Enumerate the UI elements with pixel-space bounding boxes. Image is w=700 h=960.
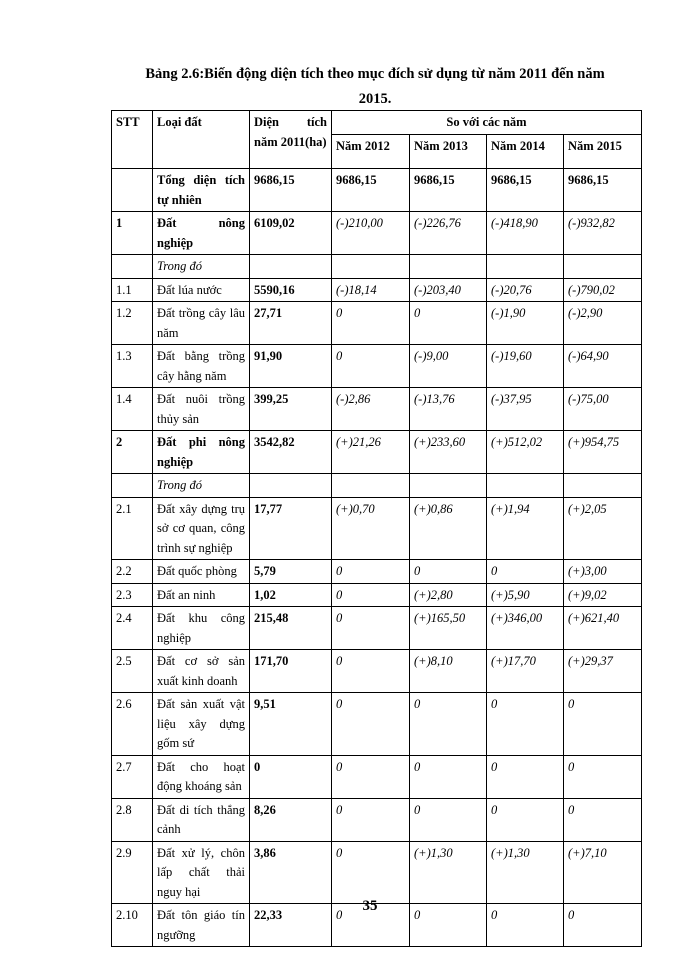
row-area-2011: 17,77: [250, 497, 332, 560]
header-land-type: Loại đất: [153, 111, 250, 169]
row-stt: 1: [112, 212, 153, 255]
row-change-2013: (-)9,00: [410, 345, 487, 388]
row-change-2012: 0: [332, 798, 410, 841]
row-change-2015: (-)790,02: [564, 278, 642, 302]
header-year-2014: Năm 2014: [487, 135, 564, 169]
row-land-type: Trong đó: [153, 255, 250, 279]
page-number: 35: [362, 898, 378, 914]
row-area-2011: 399,25: [250, 388, 332, 431]
row-land-type: Đất nông nghiệp: [153, 212, 250, 255]
row-land-type: Đất cơ sở sản xuất kinh doanh: [153, 650, 250, 693]
row-change-2014: (+)1,94: [487, 497, 564, 560]
row-change-2012: 0: [332, 755, 410, 798]
row-area-2011: 22,33: [250, 904, 332, 947]
row-change-2012: 0: [332, 560, 410, 584]
header-compare: So với các năm: [332, 111, 642, 135]
row-change-2013: 0: [410, 560, 487, 584]
row-change-2014: (+)17,70: [487, 650, 564, 693]
row-stt: 2.4: [112, 607, 153, 650]
row-land-type: Đất xử lý, chôn lấp chất thải nguy hại: [153, 841, 250, 904]
table-row: [112, 650, 642, 693]
row-area-2011: 6109,02: [250, 212, 332, 255]
row-stt: 2.6: [112, 693, 153, 756]
row-stt: [112, 474, 153, 498]
row-land-type: Đất bằng trồng cây hằng năm: [153, 345, 250, 388]
row-change-2014: (-)19,60: [487, 345, 564, 388]
row-area-2011: [250, 255, 332, 279]
land-use-table: [111, 110, 642, 947]
row-area-2011: 1,02: [250, 583, 332, 607]
table-row: [112, 693, 642, 756]
row-change-2014: (-)418,90: [487, 212, 564, 255]
row-change-2015: 0: [564, 693, 642, 756]
table-row: [112, 497, 642, 560]
row-change-2015: (+)621,40: [564, 607, 642, 650]
row-change-2013: (+)1,30: [410, 841, 487, 904]
row-change-2013: 0: [410, 904, 487, 947]
table-row: [112, 302, 642, 345]
table-row: [112, 560, 642, 584]
row-change-2012: [332, 255, 410, 279]
table-row: [112, 798, 642, 841]
row-land-type: Đất di tích thắng cảnh: [153, 798, 250, 841]
row-stt: 2.8: [112, 798, 153, 841]
row-change-2014: 0: [487, 904, 564, 947]
table-row: [112, 278, 642, 302]
row-change-2013: 0: [410, 302, 487, 345]
row-change-2015: (+)954,75: [564, 431, 642, 474]
row-change-2013: (+)0,86: [410, 497, 487, 560]
row-land-type: Trong đó: [153, 474, 250, 498]
row-stt: 1.4: [112, 388, 153, 431]
row-change-2013: (+)2,80: [410, 583, 487, 607]
row-change-2012: (+)0,70: [332, 497, 410, 560]
row-change-2012: (-)2,86: [332, 388, 410, 431]
row-land-type: Đất sản xuất vật liệu xây dựng gốm sứ: [153, 693, 250, 756]
row-change-2013: (+)8,10: [410, 650, 487, 693]
row-change-2014: 0: [487, 755, 564, 798]
table-row: [112, 431, 642, 474]
table-row: [112, 755, 642, 798]
row-change-2012: 0: [332, 693, 410, 756]
row-change-2012: (-)210,00: [332, 212, 410, 255]
row-change-2013: (-)226,76: [410, 212, 487, 255]
caption-line-2: 2015.: [358, 91, 392, 107]
row-change-2013: (-)203,40: [410, 278, 487, 302]
row-stt: 2.1: [112, 497, 153, 560]
row-change-2014: (+)512,02: [487, 431, 564, 474]
row-stt: 2.2: [112, 560, 153, 584]
row-change-2015: (+)2,05: [564, 497, 642, 560]
header-stt: STT: [112, 111, 153, 169]
row-change-2012: 0: [332, 345, 410, 388]
row-area-2011: 9686,15: [250, 169, 332, 212]
row-land-type: Đất cho hoạt động khoáng sản: [153, 755, 250, 798]
row-stt: 2.9: [112, 841, 153, 904]
row-stt: 2.10: [112, 904, 153, 947]
row-change-2014: 9686,15: [487, 169, 564, 212]
table-row: [112, 212, 642, 255]
row-change-2015: (-)932,82: [564, 212, 642, 255]
row-change-2012: 0: [332, 302, 410, 345]
row-change-2015: (-)75,00: [564, 388, 642, 431]
row-change-2014: (+)5,90: [487, 583, 564, 607]
row-area-2011: 3542,82: [250, 431, 332, 474]
row-change-2015: (+)9,02: [564, 583, 642, 607]
row-stt: 2.5: [112, 650, 153, 693]
row-change-2013: (-)13,76: [410, 388, 487, 431]
row-stt: 1.1: [112, 278, 153, 302]
row-change-2015: 0: [564, 798, 642, 841]
row-change-2015: (+)29,37: [564, 650, 642, 693]
row-stt: [112, 255, 153, 279]
row-change-2013: (+)233,60: [410, 431, 487, 474]
row-change-2015: (+)3,00: [564, 560, 642, 584]
table-caption: [120, 62, 630, 112]
row-stt: 1.2: [112, 302, 153, 345]
caption-line-1: Bảng 2.6:Biến động diện tích theo mục đích sử dụng từ năm 2011 đến năm: [145, 66, 605, 82]
row-area-2011: [250, 474, 332, 498]
row-stt: 2.7: [112, 755, 153, 798]
row-land-type: Tổng diện tích tự nhiên: [153, 169, 250, 212]
row-change-2013: 0: [410, 798, 487, 841]
row-land-type: Đất khu công nghiệp: [153, 607, 250, 650]
table-row: [112, 345, 642, 388]
row-stt: 2.3: [112, 583, 153, 607]
row-change-2014: [487, 474, 564, 498]
header-year-2012: Năm 2012: [332, 135, 410, 169]
row-land-type: Đất trồng cây lâu năm: [153, 302, 250, 345]
header-year-2015: Năm 2015: [564, 135, 642, 169]
row-change-2012: 9686,15: [332, 169, 410, 212]
row-area-2011: 91,90: [250, 345, 332, 388]
row-land-type: Đất xây dựng trụ sở cơ quan, công trình sự nghiệp: [153, 497, 250, 560]
table-row: [112, 169, 642, 212]
row-area-2011: 215,48: [250, 607, 332, 650]
row-change-2014: (-)37,95: [487, 388, 564, 431]
row-change-2012: 0: [332, 650, 410, 693]
row-change-2014: (-)20,76: [487, 278, 564, 302]
row-area-2011: 9,51: [250, 693, 332, 756]
row-area-2011: 5590,16: [250, 278, 332, 302]
table-row: [112, 388, 642, 431]
row-change-2012: 0: [332, 607, 410, 650]
row-change-2014: 0: [487, 560, 564, 584]
row-land-type: Đất nuôi trồng thủy sản: [153, 388, 250, 431]
row-area-2011: 8,26: [250, 798, 332, 841]
row-area-2011: 3,86: [250, 841, 332, 904]
row-land-type: Đất quốc phòng: [153, 560, 250, 584]
row-change-2012: [332, 474, 410, 498]
row-change-2013: 0: [410, 693, 487, 756]
row-change-2015: 0: [564, 904, 642, 947]
row-land-type: Đất phi nông nghiệp: [153, 431, 250, 474]
row-land-type: Đất lúa nước: [153, 278, 250, 302]
row-change-2014: (+)1,30: [487, 841, 564, 904]
row-change-2012: 0: [332, 841, 410, 904]
row-change-2012: (-)18,14: [332, 278, 410, 302]
table-row: [112, 841, 642, 904]
row-change-2013: (+)165,50: [410, 607, 487, 650]
row-stt: [112, 169, 153, 212]
row-change-2012: 0: [332, 583, 410, 607]
row-change-2015: (+)7,10: [564, 841, 642, 904]
row-change-2013: 9686,15: [410, 169, 487, 212]
row-change-2015: 0: [564, 755, 642, 798]
row-change-2015: (-)2,90: [564, 302, 642, 345]
row-area-2011: 0: [250, 755, 332, 798]
table-row: [112, 607, 642, 650]
row-change-2014: (+)346,00: [487, 607, 564, 650]
row-change-2014: 0: [487, 693, 564, 756]
header-row: [112, 111, 642, 135]
row-stt: 1.3: [112, 345, 153, 388]
row-area-2011: 171,70: [250, 650, 332, 693]
header-year-2013: Năm 2013: [410, 135, 487, 169]
table-row: [112, 255, 642, 279]
header-area-2011: Diện tích năm 2011(ha): [250, 111, 332, 169]
row-change-2015: [564, 474, 642, 498]
row-area-2011: 5,79: [250, 560, 332, 584]
row-stt: 2: [112, 431, 153, 474]
row-change-2012: 0: [332, 904, 410, 947]
table-row: [112, 474, 642, 498]
row-land-type: Đất an ninh: [153, 583, 250, 607]
row-change-2015: [564, 255, 642, 279]
row-change-2015: 9686,15: [564, 169, 642, 212]
row-area-2011: 27,71: [250, 302, 332, 345]
row-change-2013: [410, 474, 487, 498]
row-change-2012: (+)21,26: [332, 431, 410, 474]
row-change-2014: 0: [487, 798, 564, 841]
row-change-2014: [487, 255, 564, 279]
row-change-2014: (-)1,90: [487, 302, 564, 345]
row-land-type: Đất tôn giáo tín ngưỡng: [153, 904, 250, 947]
row-change-2013: 0: [410, 755, 487, 798]
row-change-2015: (-)64,90: [564, 345, 642, 388]
table-row: [112, 583, 642, 607]
row-change-2013: [410, 255, 487, 279]
